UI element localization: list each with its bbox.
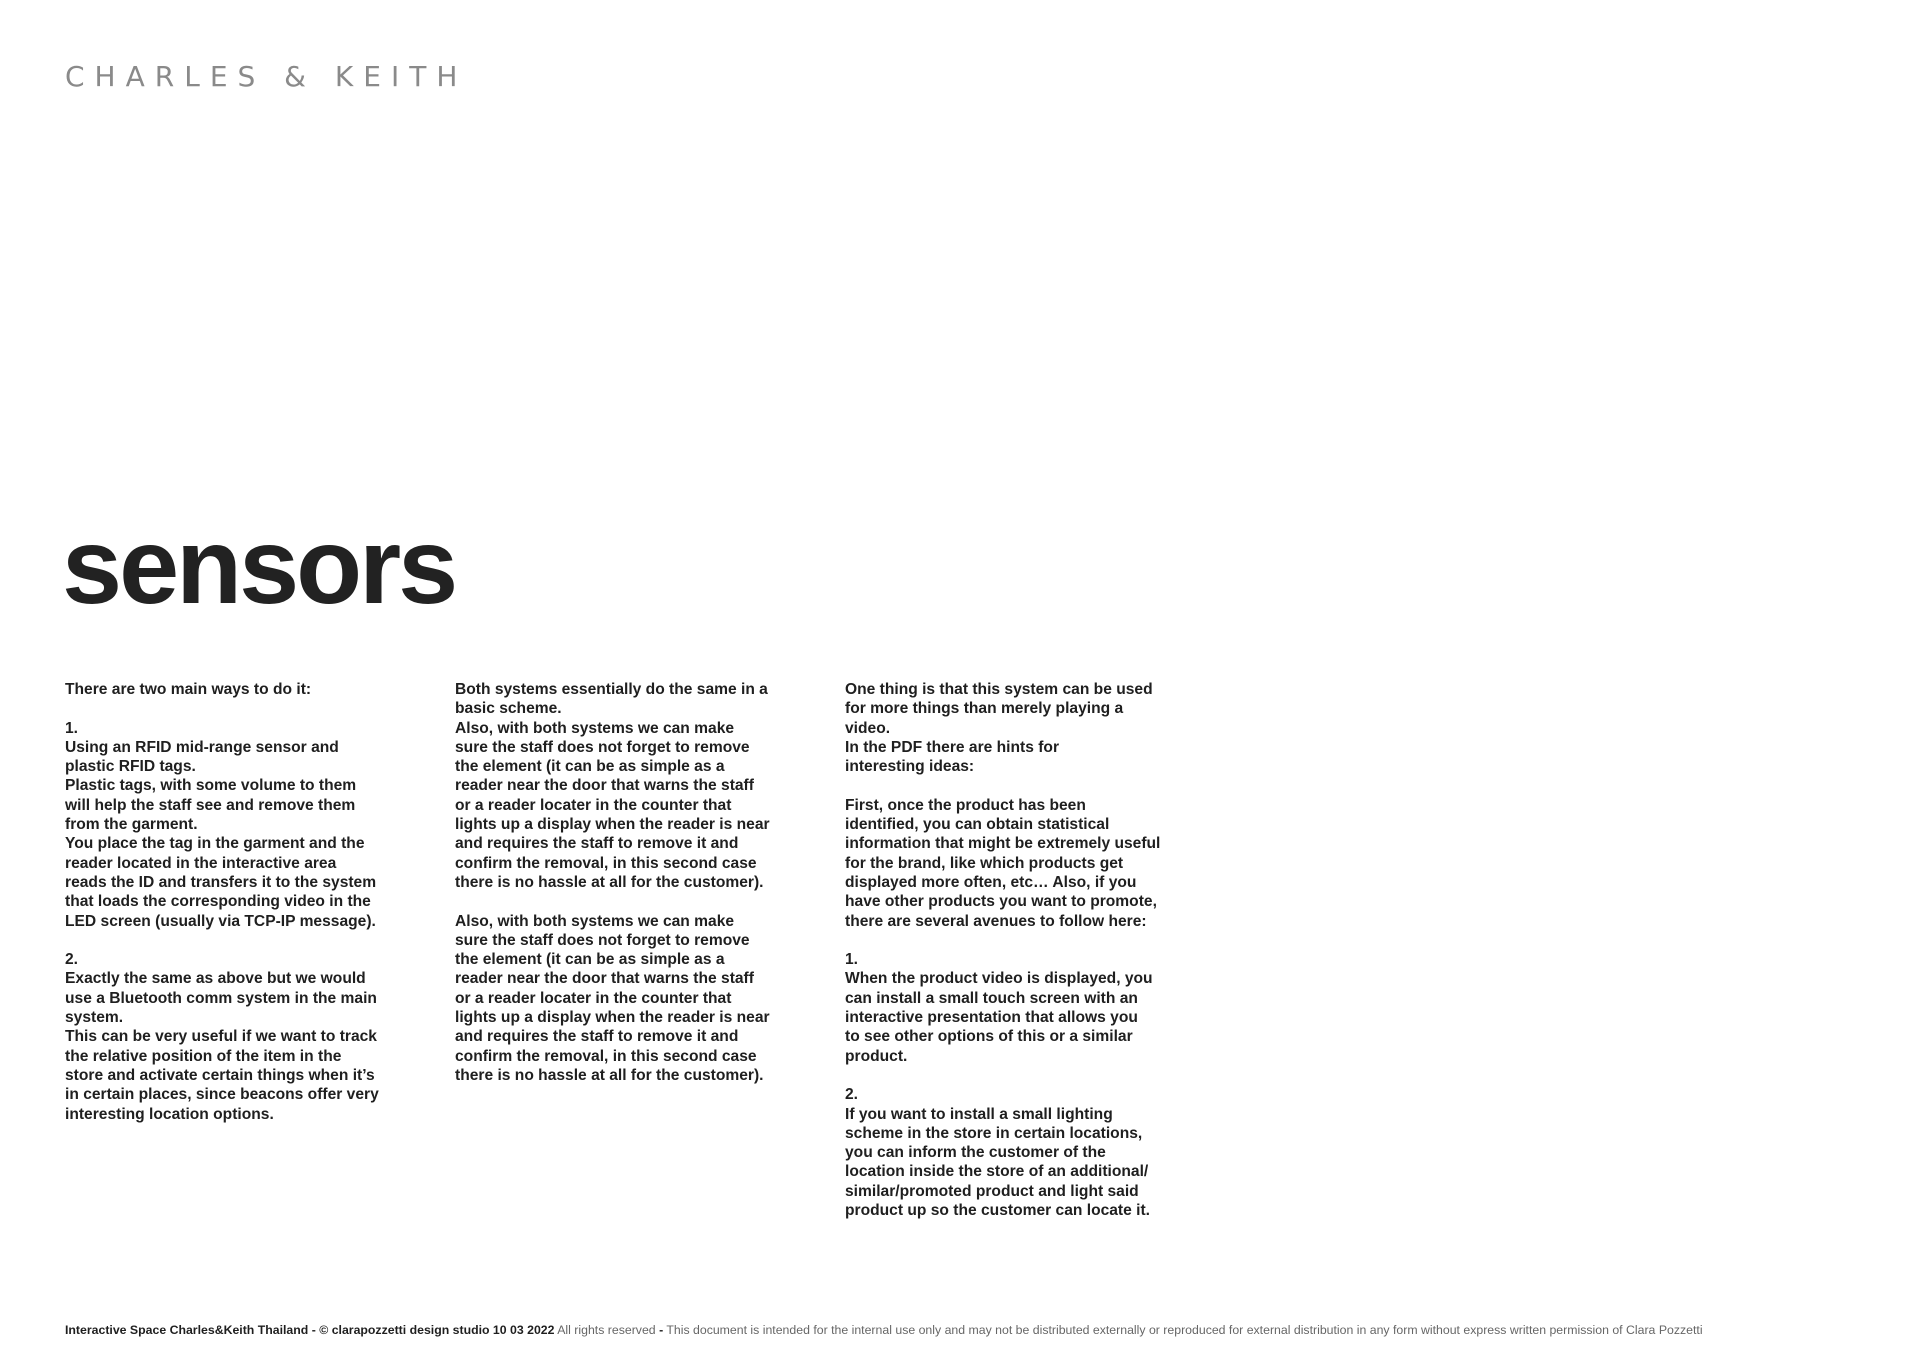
footer-rights: All rights reserved: [554, 1323, 660, 1337]
footer-separator: -: [659, 1323, 664, 1337]
column-2-text: Both systems essentially do the same in a basic scheme. Also, with both systems we can make sure the staff does not forget to remove the element (it can be as simple as a reader near the door that warns the staff or a reader locater in the counter that lights up a display when the reader is near and requires the staff to remove it and confirm the removal, in this second case there is no hassle at all for the customer). Also, with both systems we can make sure the staff does not forget to remove the element (it can be as simple as a reader near the door that warns the staff or a reader locater in the counter that lights up a display when the reader is near and requires the staff to remove it and confirm the removal, in this second case there is no hassle at all for the customer).: [455, 681, 770, 1084]
column-3-text: One thing is that this system can be used for more things than merely playing a video. In the PDF there are hints for interesting ideas: First, once the product has been identified, you can obtain statistical information that might be extremely useful for the brand, like which products get displayed more often, etc… Also, if you have other products you want to promote, there are several avenues to follow here: 1. When the product video is displayed, you can install a small touch screen with an interactive presentation that allows you to see other options of this or a similar product. 2. If you want to install a small lighting scheme in the store in certain locations, you can inform the customer of the location inside the store of an additional/ similar/promoted product and light said product up so the customer can locate it.: [845, 681, 1161, 1220]
brand-logo-text: CHARLES & KEITH: [65, 60, 468, 93]
text-column-1: [65, 680, 405, 1124]
footer: [65, 1323, 1703, 1337]
column-1-text: There are two main ways to do it: 1. Using an RFID mid-range sensor and plastic RFID tags. Plastic tags, with some volume to them will help the staff see and remove them from the garment. You place the tag in the garment and the reader located in the interactive area reads the ID and transfers it to the system that loads the corresponding video in the LED screen (usually via TCP-IP message). 2. Exactly the same as above but we would use a Bluetooth comm system in the main system. This can be very useful if we want to track the relative position of the item in the store and activate certain things when it’s in certain places, since beacons offer very interesting location options.: [65, 681, 379, 1123]
text-column-3: [845, 680, 1185, 1220]
footer-project: Interactive Space Charles&Keith Thailand - © clarapozzetti design studio 10 03 2022: [65, 1323, 555, 1337]
footer-notice: This document is intended for the internal use only and may not be distributed externally or reproduced for external distribution in any form without express written permission of Clara Pozzetti: [663, 1323, 1703, 1337]
page-title: sensors: [62, 505, 456, 626]
text-column-2: [455, 680, 795, 1085]
